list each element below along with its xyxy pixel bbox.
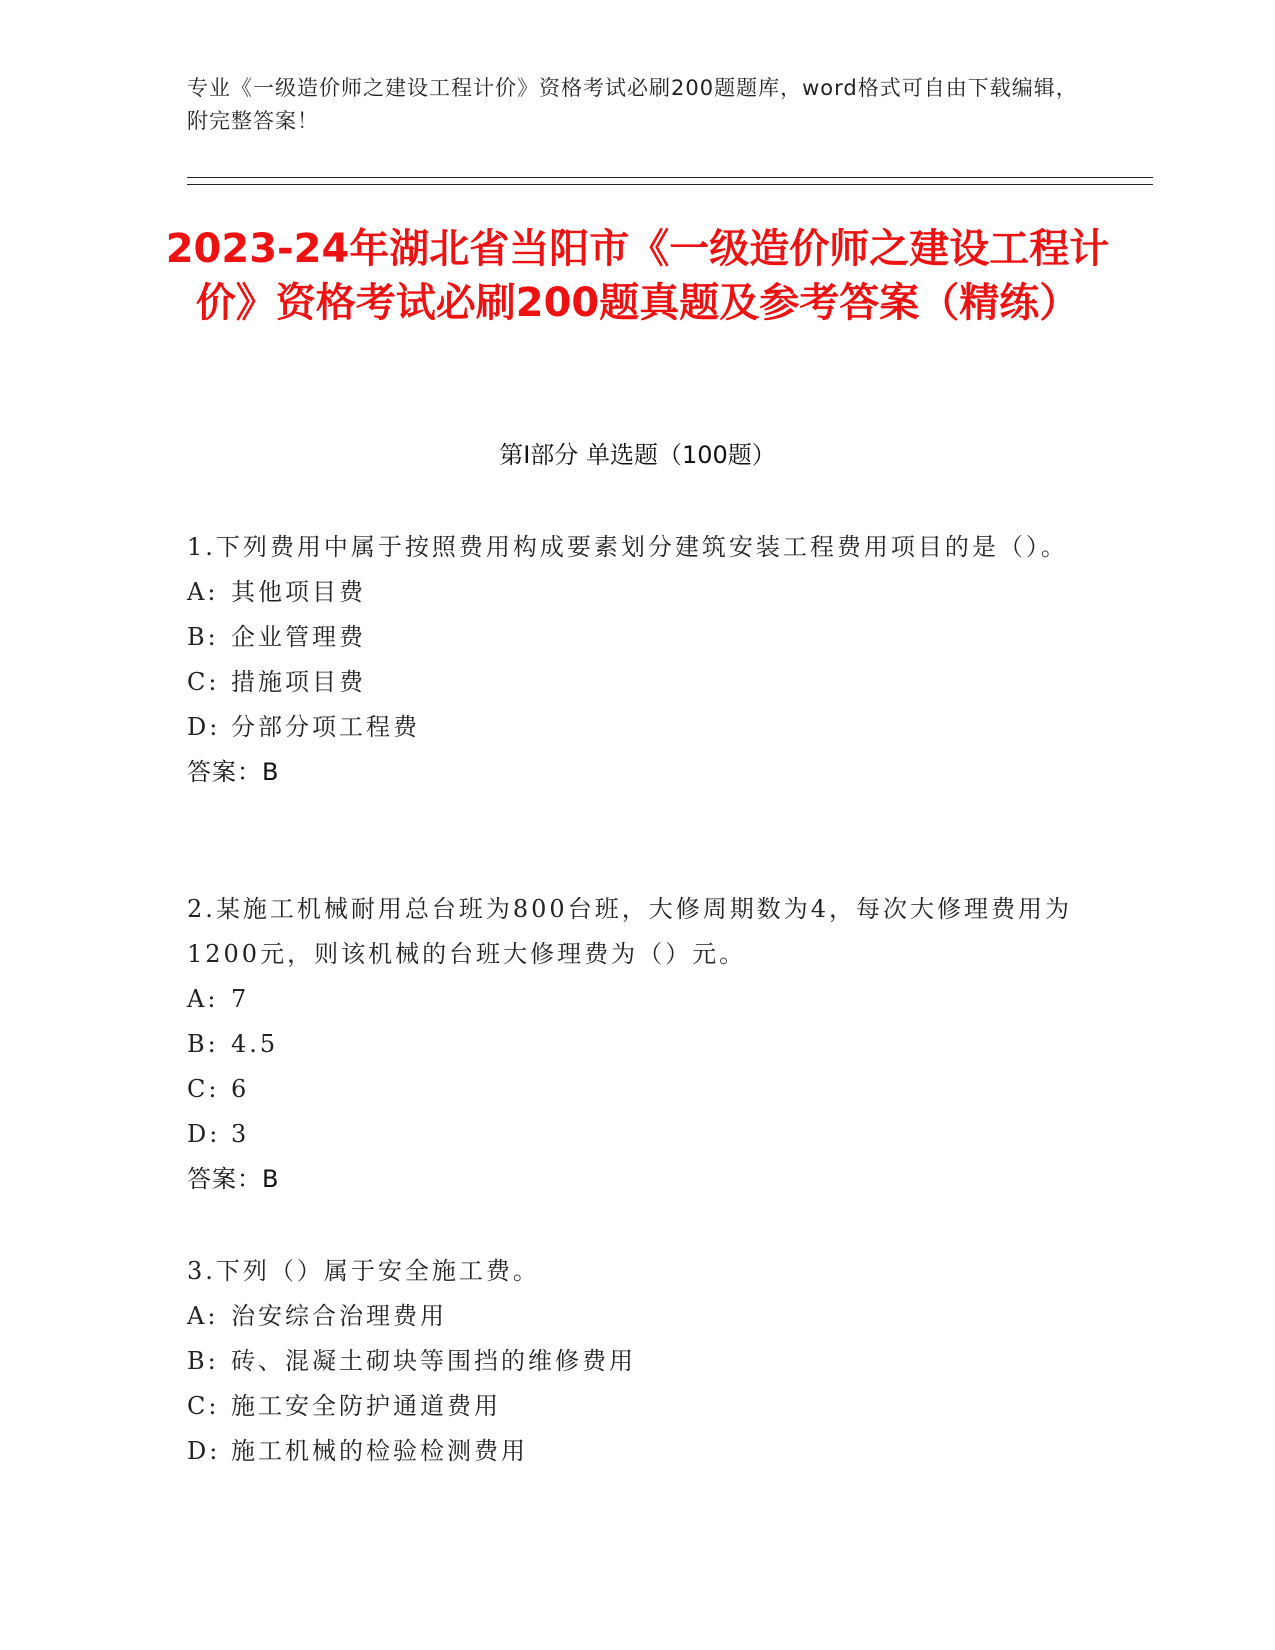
option-key: C: [187, 1075, 220, 1103]
option-text: 3 [231, 1120, 250, 1148]
question-stem: 2.某施工机械耐用总台班为800台班，大修周期数为4，每次大修理费用为1200元，则该机械的台班大修理费为（）元。 [187, 895, 1072, 968]
answer-line: 答案：B [187, 758, 280, 786]
option-text: 分部分项工程费 [231, 713, 420, 741]
option-text: 企业管理费 [231, 623, 366, 651]
answer-line: 答案：B [187, 1165, 280, 1193]
option-key: D: [187, 713, 221, 741]
option-text: 砖、混凝土砌块等围挡的维修费用 [231, 1347, 636, 1375]
option-c [187, 660, 1087, 705]
option-c [187, 1384, 1087, 1429]
header-divider-top [187, 177, 1153, 178]
option-a [187, 977, 1087, 1022]
document-title: 2023-24年湖北省当阳市《一级造价师之建设工程计价》资格考试必刷200题真题及参考答案（精练） [165, 226, 1110, 326]
option-key: A: [187, 578, 219, 606]
option-text: 6 [231, 1075, 250, 1103]
header-note: 专业《一级造价师之建设工程计价》资格考试必刷200题题库，word格式可自由下载编辑，附完整答案！ [187, 76, 1078, 133]
question-stem: 3.下列（）属于安全施工费。 [187, 1257, 540, 1285]
question-3 [187, 1249, 1087, 1474]
option-key: C: [187, 1392, 220, 1420]
option-a [187, 570, 1087, 615]
section-heading: 第I部分 单选题（100题） [499, 441, 776, 469]
question-stem: 1.下列费用中属于按照费用构成要素划分建筑安装工程费用项目的是（）。 [187, 533, 1068, 561]
option-key: C: [187, 668, 220, 696]
option-d [187, 705, 1087, 750]
option-key: B: [187, 1347, 219, 1375]
question-2 [187, 887, 1087, 1202]
option-b [187, 1022, 1087, 1067]
option-d [187, 1112, 1087, 1157]
option-key: A: [187, 1302, 219, 1330]
option-key: D: [187, 1120, 221, 1148]
option-text: 其他项目费 [231, 578, 366, 606]
option-a [187, 1294, 1087, 1339]
option-c [187, 1067, 1087, 1112]
option-b [187, 615, 1087, 660]
option-key: D: [187, 1437, 221, 1465]
option-text: 治安综合治理费用 [231, 1302, 447, 1330]
option-key: B: [187, 623, 219, 651]
question-1 [187, 525, 1087, 795]
option-key: B: [187, 1030, 219, 1058]
header-divider-bottom [187, 184, 1153, 185]
option-b [187, 1339, 1087, 1384]
option-key: A: [187, 985, 219, 1013]
option-text: 施工机械的检验检测费用 [231, 1437, 528, 1465]
option-text: 4.5 [231, 1030, 279, 1058]
option-text: 措施项目费 [231, 668, 366, 696]
option-text: 施工安全防护通道费用 [231, 1392, 501, 1420]
option-d [187, 1429, 1087, 1474]
option-text: 7 [231, 985, 250, 1013]
